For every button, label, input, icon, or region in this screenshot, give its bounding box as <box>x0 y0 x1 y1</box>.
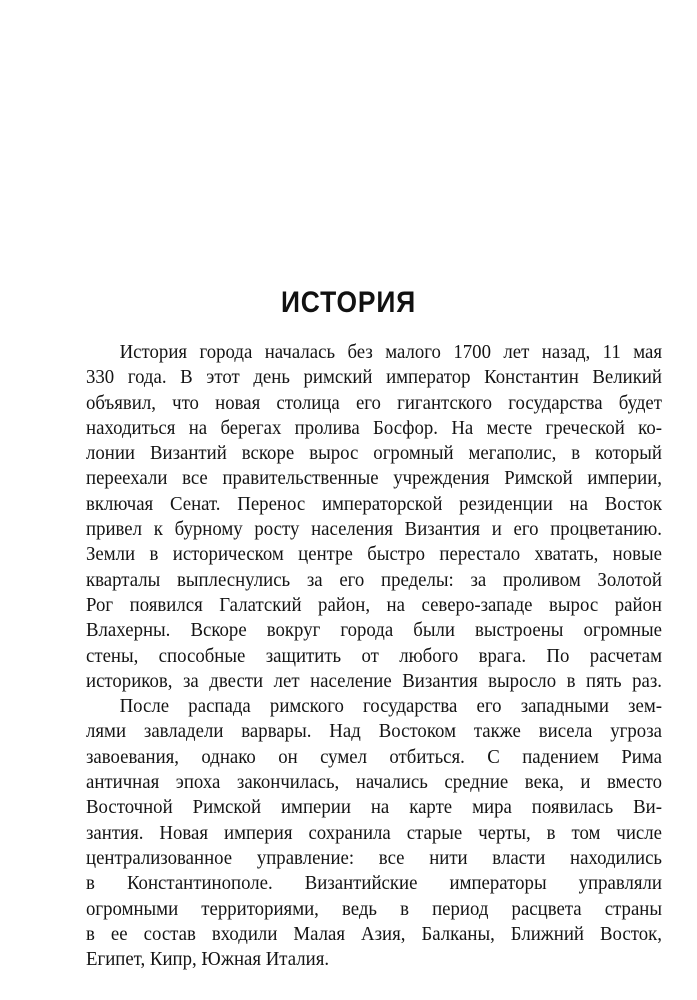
text-line: кварталы выплеснулись за его пределы: за проливом Золотой <box>86 569 662 591</box>
text-line: Египет, Кипр, Южная Италия. <box>86 949 330 971</box>
text-line: 330 года. В этот день римский император Константин Великий <box>86 367 662 389</box>
text-line: Влахерны. Вскоре вокруг города были выстроены огромные <box>86 620 662 642</box>
text-line: историков, за двести лет население Византия выросло в пять раз. <box>86 670 662 692</box>
text-line: объявил, что новая столица его гигантского государства будет <box>86 392 662 414</box>
text-line: История города началась без малого 1700 лет назад, 11 мая <box>119 342 663 363</box>
text-line: стены, способные защитить от любого врага. По расчетам <box>86 645 662 667</box>
text-line: переехали все правительственные учреждения Римской империи, <box>86 468 662 490</box>
text-line: завоевания, однако он сумел отбиться. С падением Рима <box>86 746 662 768</box>
text-line: Восточной Римской империи на карте мира появилась Ви- <box>86 797 662 819</box>
text-line: лями завладели варвары. Над Востоком также висела угроза <box>86 721 662 743</box>
text-line: в Константинополе. Византийские императоры управляли <box>86 873 662 895</box>
paragraph-2 <box>86 694 662 972</box>
text-line: находиться на берегах пролива Босфор. На месте греческой ко- <box>86 417 662 439</box>
text-line: включая Сенат. Перенос императорской резиденции на Восток <box>86 493 662 515</box>
text-line: После распада римского государства его западными зем- <box>119 696 663 718</box>
chapter-title: ИСТОРИЯ <box>280 286 417 319</box>
paragraph-1 <box>86 340 662 694</box>
text-line: в ее состав входили Малая Азия, Балканы, Ближний Восток, <box>86 923 662 945</box>
text-line: лонии Византий вскоре вырос огромный мегаполис, в который <box>86 443 662 465</box>
text-line: огромными территориями, ведь в период расцвета страны <box>86 898 662 920</box>
text-line: зантия. Новая империя сохранила старые черты, в том числе <box>86 822 662 844</box>
text-line: привел к бурному росту населения Византия и его процветанию. <box>86 519 662 541</box>
text-line: античная эпоха закончилась, начались средние века, и вместо <box>86 772 662 794</box>
text-line: Рог появился Галатский район, на северо-западе вырос район <box>86 594 662 616</box>
text-line: централизованное управление: все нити власти находились <box>86 847 662 869</box>
text-line: Земли в историческом центре быстро перестало хватать, новые <box>86 544 662 566</box>
body-text <box>86 340 662 972</box>
